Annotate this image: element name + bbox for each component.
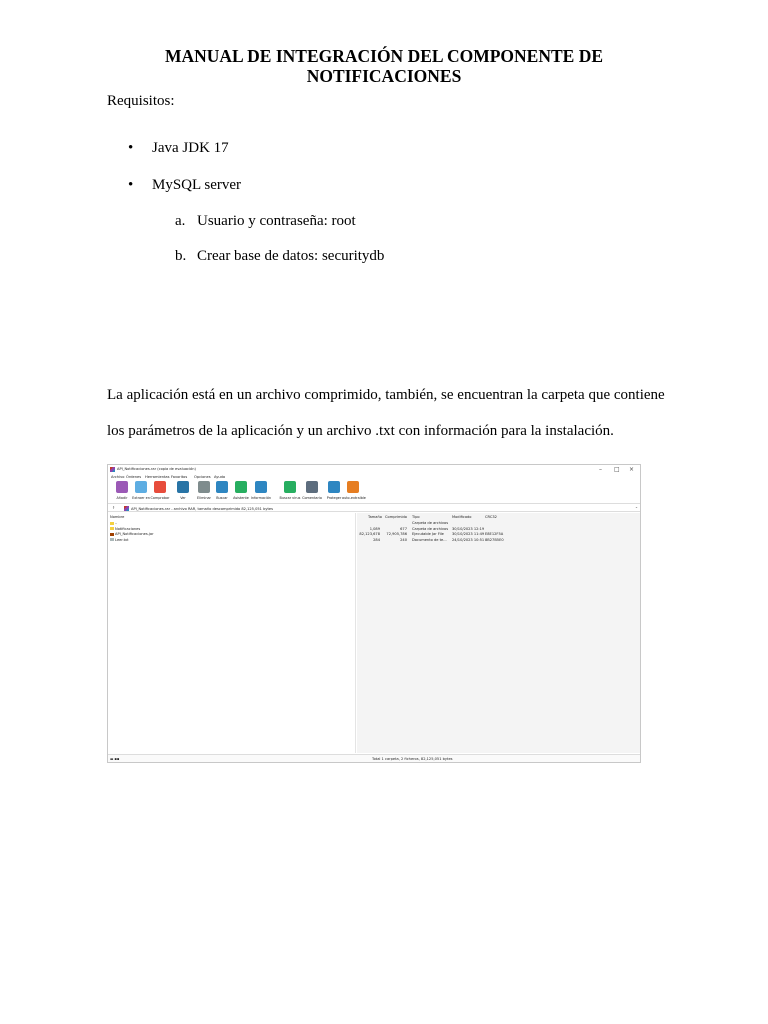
sub-item-credentials: Usuario y contraseña: root: [197, 213, 356, 229]
toolbar-button[interactable]: [279, 481, 301, 503]
column-size-header[interactable]: Tamaño: [368, 515, 382, 519]
menu-opciones[interactable]: Opciones: [194, 475, 211, 479]
info-icon: [255, 481, 267, 493]
menu-archivo[interactable]: Archivo: [111, 475, 125, 479]
sub-item-marker: b.: [175, 248, 187, 264]
toolbar-button[interactable]: [342, 481, 364, 503]
file-packed-cell: 677: [400, 526, 407, 531]
file-type-cell: Ejecutable Jar File: [412, 532, 444, 536]
file-type-cell: Carpeta de archivos: [412, 526, 449, 531]
text-file-icon: [110, 538, 114, 541]
toolbar-button[interactable]: [301, 481, 323, 503]
toolbar-button-label: Extraer en: [132, 496, 150, 500]
maximize-icon[interactable]: □: [614, 466, 620, 473]
file-row[interactable]: [110, 521, 117, 525]
toolbar-button[interactable]: [230, 481, 252, 503]
file-name: API_Notificaciones.jar: [115, 532, 154, 536]
requirements-label: Requisitos:: [107, 93, 175, 109]
toolbar-button[interactable]: [172, 481, 194, 503]
file-crc-cell: 8B27B5E0: [485, 537, 504, 542]
shield-icon: [328, 481, 340, 493]
winrar-app-icon: [110, 467, 115, 472]
file-name-pane: [108, 513, 356, 753]
menu-ayuda[interactable]: Ayuda: [214, 475, 226, 479]
sub-item-database: Crear base de datos: securitydb: [197, 248, 385, 264]
file-size-cell: 284: [373, 537, 380, 542]
folder-icon: [110, 527, 114, 530]
toolbar: [108, 480, 640, 504]
magnifier-icon: [216, 481, 228, 493]
window-title: API_Notificaciones.rar (copia de evaluación): [117, 467, 196, 471]
menu-favoritos[interactable]: Favoritos: [171, 475, 188, 479]
file-type-cell: Documento de te...: [412, 537, 447, 542]
file-row[interactable]: [110, 538, 129, 542]
bullet-item-mysql: MySQL server: [152, 177, 242, 193]
file-type-cell: Carpeta de archivos: [412, 521, 449, 525]
virus-scan-icon: [284, 481, 296, 493]
address-bar: [108, 505, 640, 512]
column-name-header[interactable]: Nombre: [110, 515, 125, 519]
bullet-marker: •: [128, 177, 134, 193]
winrar-screenshot: [107, 464, 641, 763]
sfx-icon: [347, 481, 359, 493]
toolbar-button-label: Añadir: [116, 496, 128, 500]
file-name: Notificaciones: [115, 526, 141, 531]
comment-icon: [306, 481, 318, 493]
file-size-cell: 82,123,678: [359, 532, 380, 536]
bullet-item-java: Java JDK 17: [152, 140, 229, 156]
toolbar-button-label: Información: [250, 496, 272, 500]
close-icon[interactable]: ×: [629, 466, 635, 473]
toolbar-button-label: Asistente: [233, 496, 249, 500]
paragraph-line-1: La aplicación está en un archivo comprimido, también, se encuentran la carpeta que contiene: [107, 387, 665, 403]
file-name: ..: [115, 521, 118, 525]
file-row[interactable]: [110, 527, 140, 531]
column-packed-header[interactable]: Comprimido: [385, 515, 407, 519]
toolbar-button-label: Eliminar: [197, 496, 211, 500]
file-row[interactable]: [110, 532, 154, 536]
file-name: Leer.txt: [115, 537, 129, 542]
test-icon: [154, 481, 166, 493]
window-titlebar: [108, 465, 640, 474]
chevron-down-icon[interactable]: ⌄: [634, 505, 638, 509]
column-crc-header[interactable]: CRC32: [485, 515, 497, 519]
status-text: Total 1 carpeta, 2 ficheros, 82,125,051 bytes: [372, 757, 453, 761]
extract-folder-icon: [135, 481, 147, 493]
address-text[interactable]: API_Notificaciones.rar - archivo RAR, tamaño descomprimido 82,125,051 bytes: [131, 506, 274, 511]
status-bar: [108, 754, 640, 762]
parent-folder-icon: [110, 522, 114, 525]
toolbar-button-label: Buscar: [216, 496, 228, 500]
sub-item-marker: a.: [175, 213, 186, 229]
column-modified-header[interactable]: Modificado: [452, 515, 472, 519]
toolbar-button-label: Comentario: [302, 496, 322, 500]
file-modified-cell: 24/10/2023 10:51: [452, 537, 485, 542]
document-title: [100, 46, 668, 86]
file-modified-cell: 30/10/2023 12:19: [452, 526, 485, 531]
file-crc-cell: E8E12F5A: [485, 532, 504, 536]
archive-icon: [124, 506, 129, 511]
file-details-pane: [357, 513, 641, 753]
add-archive-icon: [116, 481, 128, 493]
toolbar-button-label: Proteger: [326, 496, 342, 500]
view-book-icon: [177, 481, 189, 493]
toolbar-button[interactable]: [149, 481, 171, 503]
file-packed-cell: 240: [400, 537, 407, 542]
toolbar-button[interactable]: [250, 481, 272, 503]
up-arrow-icon[interactable]: ↑: [112, 506, 116, 510]
title-line-1: MANUAL DE INTEGRACIÓN DEL COMPONENTE DE: [164, 46, 604, 66]
minimize-icon[interactable]: –: [599, 466, 602, 473]
wizard-icon: [235, 481, 247, 493]
bullet-marker: •: [128, 140, 134, 156]
trash-icon: [198, 481, 210, 493]
menu-ordenes[interactable]: Órdenes: [126, 475, 142, 479]
toolbar-button-label: auto-extraíble: [342, 496, 366, 500]
file-modified-cell: 30/10/2023 11:49: [452, 532, 485, 536]
menu-herramientas[interactable]: Herramientas: [145, 475, 170, 479]
toolbar-button-label: Buscar virus: [279, 496, 301, 500]
title-line-2: NOTIFICACIONES: [306, 66, 462, 86]
toolbar-button-label: Comprobar: [150, 496, 170, 500]
paragraph-line-2: los parámetros de la aplicación y un archivo .txt con información para la instalación.: [107, 423, 614, 439]
column-type-header[interactable]: Tipo: [412, 515, 420, 519]
jar-icon: [110, 533, 114, 536]
drive-icon: ▬ ▪▪: [110, 757, 120, 761]
file-size-cell: 1,089: [369, 526, 380, 531]
toolbar-button-label: Ver: [180, 496, 186, 500]
file-packed-cell: 72,905,786: [386, 532, 407, 536]
